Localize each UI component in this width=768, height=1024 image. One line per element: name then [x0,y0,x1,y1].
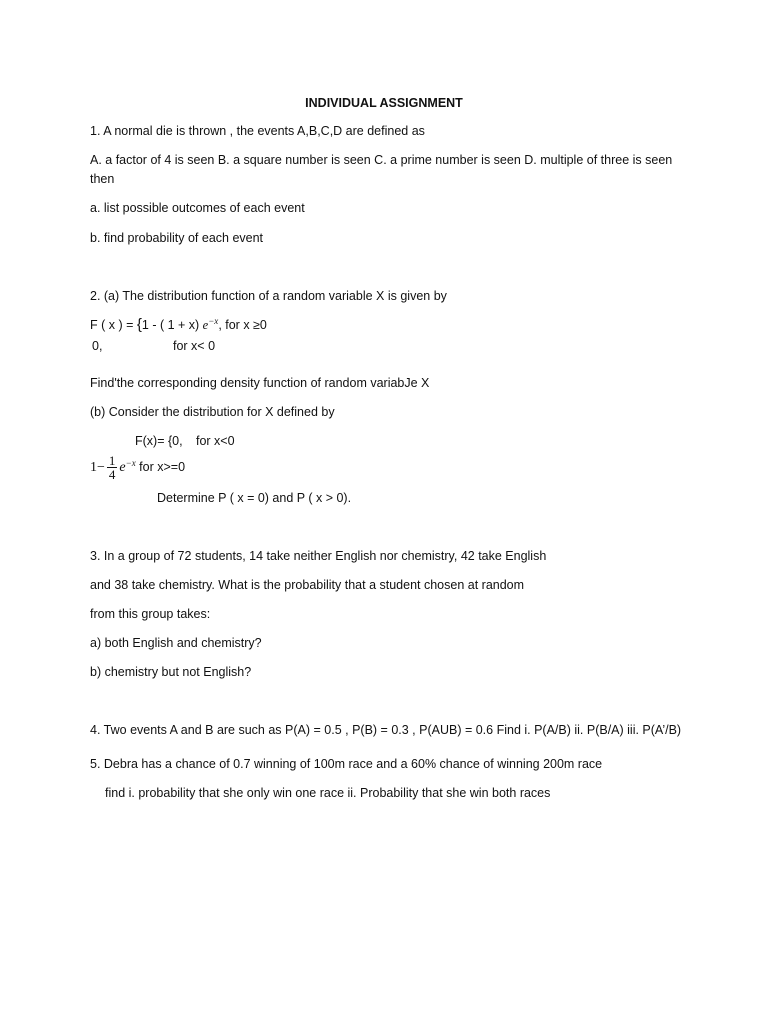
q2-fx-case2-val: 0, [92,339,103,353]
q2-fx-case2-cond: for x< 0 [173,339,216,353]
q2-part-b-stem: (b) Consider the distribution for X defined by [90,405,335,419]
q4-line: 4. Two events A and B are such as P(A) = 0.5 , P(B) = 0.3 , P(AUB) = 0.6 Find i. P(A/B) ii. P(B/A) iii. P(A’/B) [90,723,682,737]
q3-line1: 3. In a group of 72 students, 14 take neither English nor chemistry, 42 take English [90,549,547,563]
q5-line2: find i. probability that she only win one race ii. Probability that she win both races [105,786,551,800]
q5-line1: 5. Debra has a chance of 0.7 winning of 100m race and a 60% chance of winning 200m race [90,757,603,771]
q2-part-b-case2 [90,452,185,483]
q1-events-line1: A. a factor of 4 is seen B. a square number is seen C. a prime number is seen D. multiple of three is seen [90,153,673,167]
q2-part-b-case1-cond: for x<0 [196,434,235,448]
q2-stem: 2. (a) The distribution function of a random variable X is given by [90,289,447,303]
q2-part-b-exp: −x [125,457,136,468]
q2-find-density: Find'the corresponding density function of random variabJe X [90,376,430,390]
q1-stem: 1. A normal die is thrown , the events A,B,C,D are defined as [90,124,425,138]
q2-fx-case1: 1 - ( 1 + x) [141,318,203,332]
page-title: INDIVIDUAL ASSIGNMENT [305,96,463,110]
q2-part-b-num: 1 [108,453,116,469]
q2-part-b-one-minus: 1− [90,460,105,475]
q2-part-b-case2-cond: for x>=0 [135,460,186,474]
q3-line3: from this group takes: [90,607,211,621]
q3-part-b: b) chemistry but not English? [90,665,252,679]
q2-fx-brace: { [136,316,142,333]
q2-part-b-den: 4 [108,467,116,483]
q1-part-b: b. find probability of each event [90,231,264,245]
q2-distribution-case1 [90,317,267,333]
q1-part-a: a. list possible outcomes of each event [90,201,305,215]
q2-fx-exp: −x [208,315,219,326]
q2-fx-e: e [202,318,209,332]
q2-fx-case1-cond: , for x ≥0 [218,318,267,332]
q3-part-a: a) both English and chemistry? [90,636,262,650]
q3-line2: and 38 take chemistry. What is the probability that a student chosen at random [90,578,525,592]
q2-part-b-fraction [107,454,118,481]
q2-part-b-e: e [119,460,126,475]
q2-fx-prefix: F ( x ) = [90,318,137,332]
q1-events-line2: then [90,172,115,186]
q2-part-b-determine: Determine P ( x = 0) and P ( x > 0). [157,491,352,505]
q2-part-b-case1: F(x)= {0, [135,434,183,448]
